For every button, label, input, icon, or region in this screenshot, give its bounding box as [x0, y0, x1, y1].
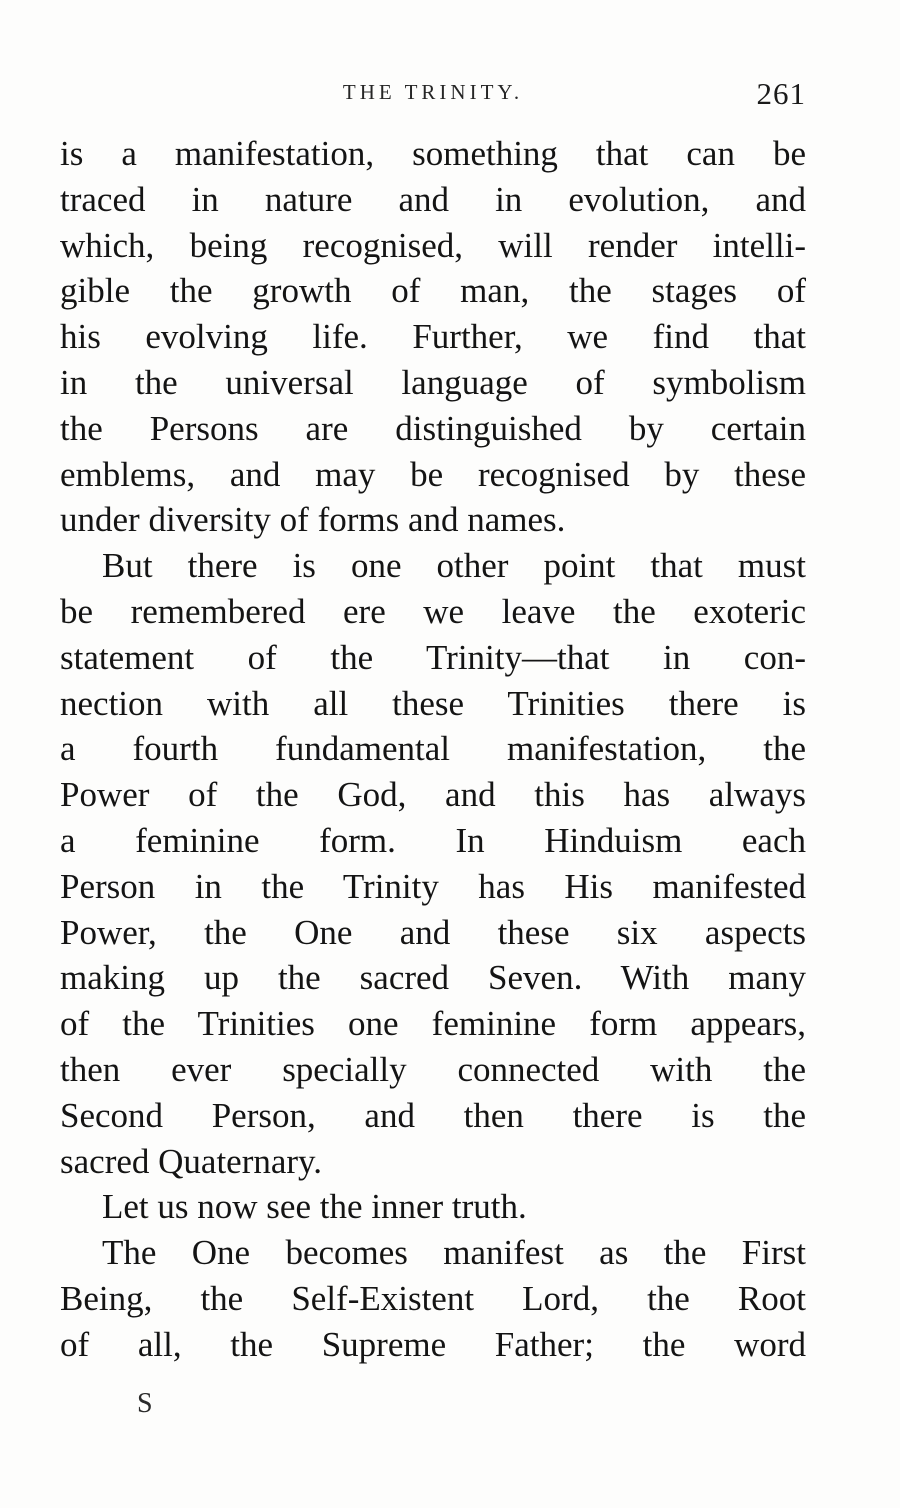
text-line: his evolving life. Further, we find that [60, 317, 806, 357]
text-line: gible the growth of man, the stages of [60, 271, 806, 311]
text-line: traced in nature and in evolution, and [60, 179, 806, 219]
text-line: a feminine form. In Hinduism each [60, 820, 806, 860]
text-line: Second Person, and then there is the [60, 1095, 806, 1135]
text-line: Person in the Trinity has His manifested [60, 866, 806, 906]
body-text [60, 131, 806, 1368]
running-head [60, 76, 806, 112]
text-line: under diversity of forms and names. [60, 500, 566, 540]
text-line: Being, the Self-Existent Lord, the Root [60, 1278, 806, 1318]
text-line: a fourth fundamental manifestation, the [60, 729, 806, 769]
page-number: 261 [756, 76, 806, 111]
text-line: emblems, and may be recognised by these [60, 454, 806, 494]
text-line: Power of the God, and this has always [60, 775, 806, 815]
paragraph-start-line: But there is one other point that must [102, 546, 806, 586]
signature-mark: S [137, 1388, 153, 1419]
text-line: the Persons are distinguished by certain [60, 408, 806, 448]
text-line: making up the sacred Seven. With many [60, 958, 806, 998]
running-title: THE TRINITY. [342, 80, 524, 104]
text-line: then ever specially connected with the [60, 1049, 806, 1089]
text-line: Power, the One and these six aspects [60, 912, 806, 952]
text-line: which, being recognised, will render intelli- [60, 225, 806, 265]
text-line: in the universal language of symbolism [60, 362, 806, 402]
text-line: of the Trinities one feminine form appears, [60, 1004, 806, 1044]
text-line: be remembered ere we leave the exoteric [60, 591, 806, 631]
text-line: sacred Quaternary. [60, 1141, 323, 1181]
text-line: is a manifestation, something that can be [60, 134, 806, 173]
text-line: nection with all these Trinities there is [60, 683, 806, 723]
paragraph-start-line: Let us now see the inner truth. [102, 1187, 527, 1227]
paragraph-start-line: The One becomes manifest as the First [102, 1233, 806, 1273]
text-line: statement of the Trinity—that in con- [60, 637, 806, 677]
text-line: of all, the Supreme Father; the word [60, 1324, 806, 1364]
